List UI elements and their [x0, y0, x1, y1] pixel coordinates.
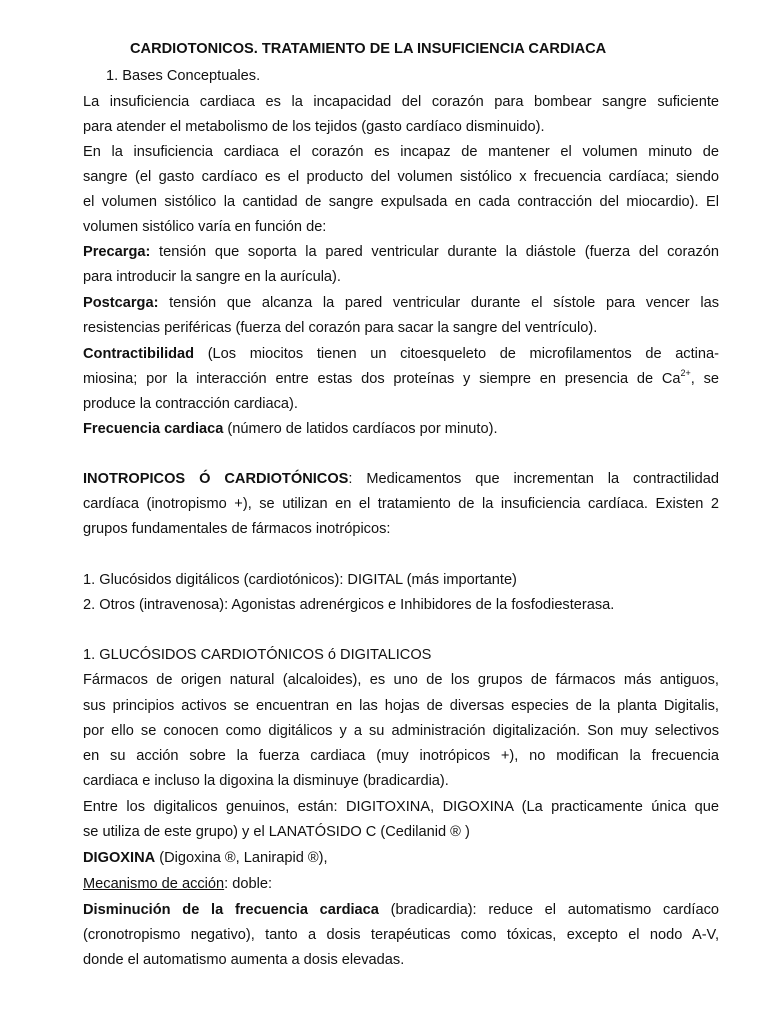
paragraph-line: para introducir la sangre en la aurícula). — [83, 269, 341, 285]
term-inotropicos: INOTROPICOS Ó CARDIOTÓNICOS — [83, 471, 349, 487]
definition-inotropicos — [83, 469, 719, 489]
definition-frecuencia — [83, 419, 719, 439]
paragraph-line: Fármacos de origen natural (alcaloides), es uno de los grupos de fármacos más antiguos, — [83, 672, 719, 688]
definition-text: (Digoxina ®, Lanirapid ®), — [155, 850, 328, 866]
paragraph-line: sus principios activos se encuentran en las hojas de diversas especies de la planta Digitalis, — [83, 698, 719, 714]
definition-precarga — [83, 242, 719, 262]
definition-contractibilidad — [83, 344, 719, 364]
section-heading-glucosidos: 1. GLUCÓSIDOS CARDIOTÓNICOS ó DIGITALICOS — [83, 647, 432, 663]
term-disminucion: Disminución de la frecuencia cardiaca — [83, 902, 379, 918]
mechanism-line — [83, 874, 719, 894]
section-heading-bases: 1. Bases Conceptuales. — [106, 68, 261, 84]
document-title: CARDIOTONICOS. TRATAMIENTO DE LA INSUFICIENCIA CARDIACA — [130, 41, 607, 57]
paragraph-line: el volumen sistólico la cantidad de sangre expulsada en cada contracción del miocardio). El — [83, 194, 719, 210]
list-item: 1. Glucósidos digitálicos (cardiotónicos): DIGITAL (más importante) — [83, 572, 517, 588]
paragraph-line: grupos fundamentales de fármacos inotrópicos: — [83, 521, 391, 537]
definition-disminucion — [83, 900, 719, 920]
term-frecuencia: Frecuencia cardiaca — [83, 421, 224, 437]
term-digoxina: DIGOXINA — [83, 850, 156, 866]
paragraph-line: resistencias periféricas (fuerza del corazón para sacar la sangre del ventrículo). — [83, 320, 598, 336]
paragraph-line: se utiliza de este grupo) y el LANATÓSIDO C (Cedilanid ® ) — [83, 824, 470, 840]
paragraph-line: en su acción sobre la fuerza cardiaca (muy inotrópicos +), no modifican la frecuencia — [83, 748, 719, 764]
paragraph-line: volumen sistólico varía en función de: — [83, 219, 327, 235]
definition-text: (Los miocitos tienen un citoesqueleto de microfilamentos de actina- — [194, 346, 719, 362]
term-mecanismo: Mecanismo de acción — [83, 876, 225, 892]
definition-text: tensión que alcanza la pared ventricular durante el sístole para vencer las — [158, 295, 719, 311]
superscript-charge: 2+ — [680, 368, 691, 379]
term-postcarga: Postcarga: — [83, 295, 159, 311]
paragraph-line: (cronotropismo negativo), tanto a dosis terapéuticas como tóxicas, excepto el nodo A-V, — [83, 927, 719, 943]
text-fragment: miosina; por la interacción entre estas dos proteínas y siempre en presencia de Ca — [83, 371, 681, 387]
paragraph-line: La insuficiencia cardiaca es la incapacidad del corazón para bombear sangre suficiente — [83, 94, 719, 110]
list-item: 2. Otros (intravenosa): Agonistas adrenérgicos e Inhibidores de la fosfodiesterasa. — [83, 597, 615, 613]
paragraph-line: sangre (el gasto cardíaco es el producto del volumen sistólico x frecuencia cardíaca; siendo — [83, 169, 719, 185]
paragraph-line — [83, 369, 719, 389]
paragraph-line: cardiaca e incluso la digoxina la disminuye (bradicardia). — [83, 773, 449, 789]
paragraph-line: produce la contracción cardiaca). — [83, 396, 298, 412]
paragraph-line: En la insuficiencia cardiaca el corazón es incapaz de mantener el volumen minuto de — [83, 144, 719, 160]
term-contractibilidad: Contractibilidad — [83, 346, 195, 362]
definition-text: : Medicamentos que incrementan la contractilidad — [348, 471, 720, 487]
paragraph-line: por ello se conocen como digitálicos y a su administración digitalización. Son muy selectivos — [83, 723, 719, 739]
definition-postcarga — [83, 293, 719, 313]
paragraph-line: Entre los digitalicos genuinos, están: DIGITOXINA, DIGOXINA (La practicamente única que — [83, 799, 719, 815]
text-fragment: , se — [690, 371, 720, 387]
definition-text: (bradicardia): reduce el automatismo cardíaco — [378, 902, 719, 918]
definition-text: tensión que soporta la pared ventricular durante la diástole (fuerza del corazón — [150, 244, 719, 260]
paragraph-line: para atender el metabolismo de los tejidos (gasto cardíaco disminuido). — [83, 119, 545, 135]
paragraph-line: cardíaca (inotropismo +), se utilizan en el tratamiento de la insuficiencia cardíaca. Existen 2 — [83, 496, 719, 512]
definition-text: (número de latidos cardíacos por minuto). — [223, 421, 498, 437]
paragraph-line: donde el automatismo aumenta a dosis elevadas. — [83, 952, 405, 968]
term-precarga: Precarga: — [83, 244, 151, 260]
drug-digoxina — [83, 848, 719, 868]
definition-text: : doble: — [224, 876, 273, 892]
